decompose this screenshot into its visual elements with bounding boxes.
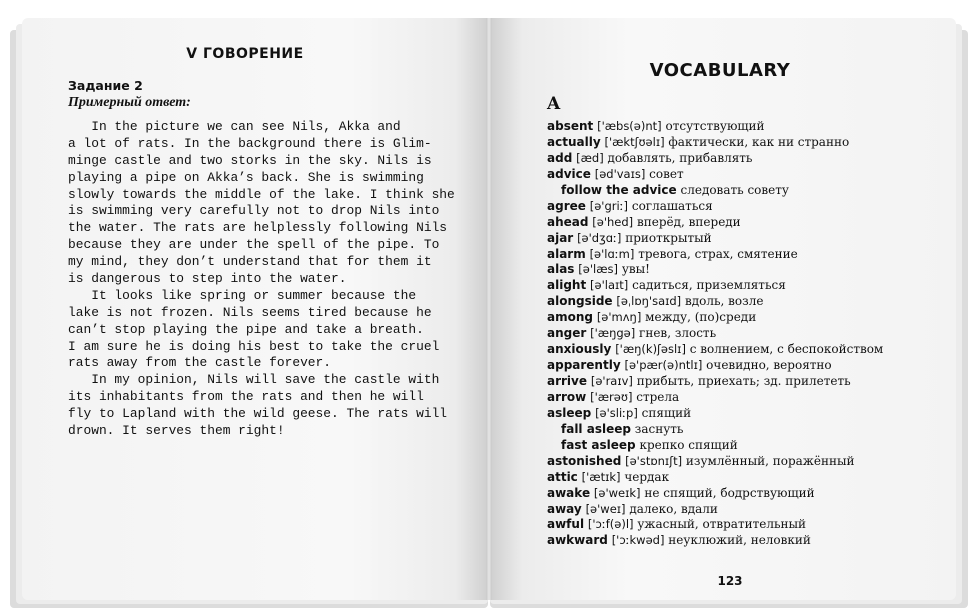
vocab-transcription: [ə'laɪt] xyxy=(590,278,629,293)
vocab-entry xyxy=(547,135,947,151)
vocab-word: astonished xyxy=(547,453,622,468)
text-line: a lot of rats. In the background there is Glim- xyxy=(68,135,432,151)
answer-text xyxy=(68,119,455,440)
vocab-entry xyxy=(547,406,947,422)
vocab-transcription: [ə'griː] xyxy=(589,198,629,213)
vocab-entry xyxy=(547,342,947,358)
vocab-word: advice xyxy=(547,166,591,181)
vocab-translation: между, (по)среди xyxy=(645,310,757,325)
vocab-translation: добавлять, прибавлять xyxy=(607,150,753,165)
vocab-transcription: ['æŋ(k)ʃəslɪ] xyxy=(615,342,686,357)
vocab-transcription: [ə'raɪv] xyxy=(590,374,633,388)
text-line: is swimming very carefully not to drop Nils into xyxy=(68,203,440,219)
vocab-translation: с волнением, с беспокойством xyxy=(689,342,884,357)
vocab-translation: гнев, злость xyxy=(639,326,717,341)
vocab-translation: фактически, как ни странно xyxy=(668,134,850,149)
vocab-transcription: [əd'vaɪs] xyxy=(594,166,646,181)
vocab-transcription: [ə'mʌŋ] xyxy=(596,310,642,325)
text-line: can’t stop playing the pipe and take a breath. xyxy=(68,321,424,337)
section-letter: A xyxy=(547,94,561,114)
vocab-entry xyxy=(547,167,947,183)
text-line: I am sure he is doing his best to take the cruel xyxy=(68,338,440,354)
vocab-word: away xyxy=(547,501,582,516)
text-line: rats away from the castle forever. xyxy=(68,355,332,371)
vocab-transcription: ['æbs(ə)nt] xyxy=(597,119,662,133)
vocab-translation: изумлённый, поражённый xyxy=(685,453,855,468)
vocab-word: alas xyxy=(547,262,575,277)
vocab-entry xyxy=(547,502,947,518)
vocab-entry xyxy=(547,199,947,215)
vocab-entry xyxy=(547,247,947,263)
vocab-transcription: [ə'læs] xyxy=(578,262,618,277)
vocab-word: attic xyxy=(547,469,578,484)
vocab-transcription: [ə'stɒnɪʃt] xyxy=(625,453,683,468)
text-line: It looks like spring or summer because the xyxy=(68,287,417,303)
vocab-translation: далеко, вдали xyxy=(629,501,718,516)
page-number: 123 xyxy=(717,574,743,588)
vocab-word: among xyxy=(547,310,593,325)
vocab-entry xyxy=(547,374,947,390)
vocab-entry xyxy=(547,183,947,199)
text-line: playing a pipe on Akka’s back. She is swimming xyxy=(68,169,424,185)
answer-label: Примерный ответ: xyxy=(68,95,191,110)
vocab-word: apparently xyxy=(547,358,621,373)
vocab-translation: очевидно, вероятно xyxy=(706,358,832,373)
vocab-word: awkward xyxy=(547,533,608,548)
vocab-entry xyxy=(547,278,947,294)
vocab-entry xyxy=(547,151,947,167)
vocab-word: ajar xyxy=(547,230,574,245)
vocab-translation: неуклюжий, неловкий xyxy=(668,533,811,548)
task-label: Задание 2 xyxy=(68,78,143,93)
vocab-transcription: ['æŋgə] xyxy=(590,326,636,341)
text-line: drown. It serves them right! xyxy=(68,423,285,439)
vocab-translation: вперёд, впереди xyxy=(637,214,741,229)
vocab-entry xyxy=(547,533,947,549)
vocab-word: add xyxy=(547,150,573,165)
text-line: In the picture we can see Nils, Akka and xyxy=(68,119,401,134)
vocab-translation: прибыть, приехать; зд. прилететь xyxy=(636,374,851,388)
text-line: my mind, they don’t understand that for them it xyxy=(68,254,432,270)
vocab-entry xyxy=(547,470,947,486)
vocab-word: absent xyxy=(547,119,594,133)
vocab-word: fast asleep xyxy=(561,437,636,452)
vocab-entry xyxy=(547,390,947,406)
vocab-translation: вдоль, возле xyxy=(685,294,764,309)
vocab-entry xyxy=(547,326,947,342)
vocab-transcription: [ə'weɪ] xyxy=(585,501,626,516)
vocab-transcription: ['ærəʊ] xyxy=(590,389,633,404)
vocab-word: follow the advice xyxy=(561,182,677,197)
text-line: In my opinion, Nils will save the castle with xyxy=(68,372,440,388)
text-line: its inhabitants from the rats and then he will xyxy=(68,389,424,405)
vocab-entry xyxy=(547,438,947,454)
vocab-transcription: [ə'lɑːm] xyxy=(589,246,635,261)
book-spine xyxy=(486,18,492,600)
vocab-transcription: [ə'pær(ə)ntlɪ] xyxy=(624,358,703,373)
vocab-transcription: [ə'weɪk] xyxy=(593,485,641,500)
vocab-transcription: [ə'hed] xyxy=(592,214,634,229)
vocab-entry xyxy=(547,310,947,326)
vocab-translation: не спящий, бодрствующий xyxy=(644,485,815,500)
text-line: fly to Lapland with the wild geese. The rats will xyxy=(68,406,448,422)
vocab-translation: чердак xyxy=(624,469,670,484)
vocab-word: awake xyxy=(547,485,591,500)
vocab-word: arrive xyxy=(547,374,588,388)
vocab-translation: спящий xyxy=(641,405,692,420)
vocab-translation: увы! xyxy=(621,262,651,277)
vocab-word: asleep xyxy=(547,405,592,420)
vocab-translation: садиться, приземляться xyxy=(632,278,786,293)
vocabulary-list xyxy=(547,119,947,549)
vocab-word: actually xyxy=(547,134,601,149)
vocab-entry xyxy=(547,486,947,502)
vocab-translation: приоткрытый xyxy=(625,230,712,245)
vocab-word: anger xyxy=(547,326,587,341)
vocab-entry xyxy=(547,422,947,438)
vocab-entry xyxy=(547,215,947,231)
vocab-word: alongside xyxy=(547,294,613,309)
vocab-translation: совет xyxy=(649,166,684,181)
vocab-word: awful xyxy=(547,517,585,532)
text-line: lake is not frozen. Nils seems tired because he xyxy=(68,304,432,320)
vocab-translation: заснуть xyxy=(634,421,684,436)
section-title: V ГОВОРЕНИЕ xyxy=(186,46,304,62)
vocab-entry xyxy=(547,358,947,374)
vocab-transcription: ['ætɪk] xyxy=(581,469,621,484)
vocab-entry xyxy=(547,454,947,470)
vocab-translation: ужасный, отвратительный xyxy=(637,517,807,532)
vocab-transcription: ['æktʃʊəlɪ] xyxy=(604,134,665,149)
vocab-transcription: ['ɔːkwəd] xyxy=(611,533,665,548)
vocab-word: ahead xyxy=(547,214,589,229)
vocab-entry xyxy=(547,119,947,135)
text-line: the water. The rats are helplessly following Nils xyxy=(68,220,448,236)
vocab-translation: тревога, страх, смятение xyxy=(638,246,798,261)
vocab-translation: крепко спящий xyxy=(639,437,738,452)
vocab-word: fall asleep xyxy=(561,421,631,436)
vocab-entry xyxy=(547,262,947,278)
vocab-word: alarm xyxy=(547,246,586,261)
vocab-transcription: [ə'dʒɑː] xyxy=(577,230,622,245)
vocabulary-title: VOCABULARY xyxy=(649,60,791,81)
vocab-word: alight xyxy=(547,278,587,293)
vocab-translation: стрела xyxy=(636,389,680,404)
vocab-transcription: [ə'sliːp] xyxy=(595,405,638,420)
vocab-transcription: ['ɔːf(ə)l] xyxy=(587,517,634,532)
text-line: minge castle and two storks in the sky. Nils is xyxy=(68,152,432,168)
vocab-transcription: [əˌlɒŋ'saɪd] xyxy=(616,294,682,309)
vocab-entry xyxy=(547,517,947,533)
text-line: slowly towards the middle of the lake. I think she xyxy=(68,186,455,202)
text-line: because they are under the spell of the pipe. To xyxy=(68,237,440,253)
vocab-entry xyxy=(547,231,947,247)
vocab-entry xyxy=(547,294,947,310)
vocab-translation: следовать совету xyxy=(680,182,789,197)
vocab-word: anxiously xyxy=(547,342,612,357)
vocab-translation: соглашаться xyxy=(631,198,713,213)
vocab-transcription: [æd] xyxy=(576,150,604,165)
vocab-translation: отсутствующий xyxy=(665,119,765,133)
vocab-word: agree xyxy=(547,198,586,213)
vocab-word: arrow xyxy=(547,389,587,404)
text-line: is dangerous to step into the water. xyxy=(68,271,347,287)
